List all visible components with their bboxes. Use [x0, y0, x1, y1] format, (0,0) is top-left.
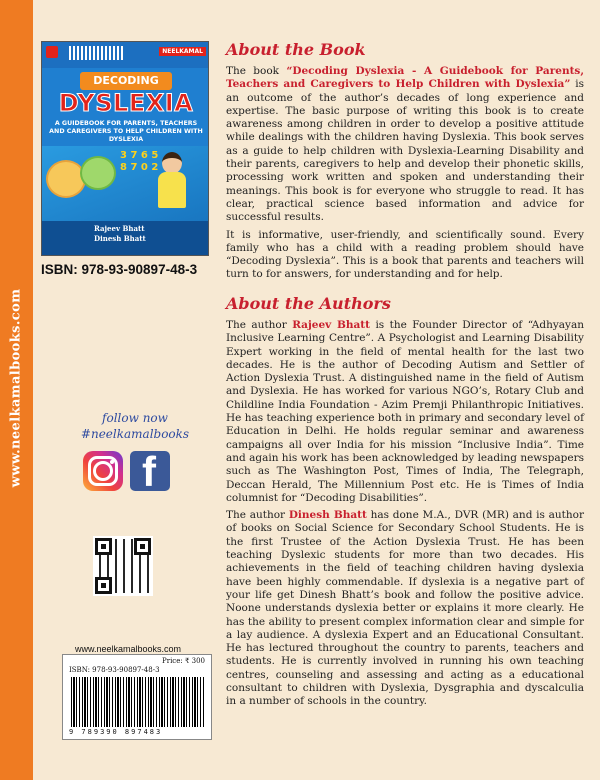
child-body [158, 172, 186, 208]
cover-author-band [42, 221, 209, 256]
follow-hashtag: #neelkamalbooks [80, 427, 190, 441]
instagram-dot [110, 460, 114, 464]
a1-intro: The author [226, 319, 293, 331]
child-head [162, 152, 182, 174]
barcode-isbn: ISBN: 978-93-90897-48-3 [69, 666, 160, 674]
facebook-f: f [142, 451, 156, 491]
qr-eye-tr [134, 538, 151, 555]
instagram-lens [93, 461, 113, 481]
cover-author-1: Rajeev Bhatt [94, 224, 145, 233]
p1-body: is an outcome of the author’s decades of long experience and expertise. The basic purpose of writing this book is to create awareness among children in order to develop a positive attitude while dealings with the children having Dyslexia. This book serves as a guide to help children with Dyslexia-Learning Disability and their parents, caregivers to help and develop their phonetic skills, processing work written and spoken and understanding their meanings. This book is for everyone who struggle to read. It has clear, practical science based information and advice for successful results. [226, 78, 584, 224]
cover-title-line2: DYSLEXIA [58, 89, 194, 117]
front-cover-thumbnail [41, 41, 209, 256]
author-dinesh-paragraph [226, 509, 584, 708]
spine-website: www.neelkamalbooks.com [8, 288, 24, 488]
about-authors-heading: About the Authors [226, 294, 391, 313]
cover-subtitle: A GUIDEBOOK FOR PARENTS, TEACHERS AND CAREGIVERS TO HELP CHILDREN WITH DYSLEXIA [49, 120, 203, 143]
spine-bar [0, 0, 33, 780]
cover-author-2: Dinesh Bhatt [94, 234, 146, 243]
book-full-title: “Decoding Dyslexia - A Guidebook for Parents, Teachers and Caregivers to Help Children with Dyslexia” [226, 65, 584, 91]
barcode-website: www.neelkamalbooks.com [75, 644, 182, 654]
social-follow [80, 410, 190, 442]
cover-barcode-icon [69, 46, 124, 60]
cover-numbers: 3 7 6 5 8 7 0 2 [120, 150, 159, 173]
barcode-block [62, 654, 212, 740]
author-name-rajeev: Rajeev Bhatt [292, 319, 371, 331]
isbn-label: ISBN: 978-93-90897-48-3 [41, 262, 198, 277]
barcode-digits: 9 789390 897483 [69, 728, 163, 736]
child-illustration-icon [152, 152, 192, 210]
cover-authors [94, 224, 146, 244]
qr-eye-tl [95, 538, 112, 555]
brain-left-icon [46, 160, 86, 198]
about-authors-section [226, 294, 584, 709]
about-book-section [226, 40, 584, 282]
cover-top-strip [42, 42, 209, 68]
barcode-icon [71, 677, 205, 727]
publisher-logo-icon [46, 46, 58, 58]
p1-intro: The book [226, 65, 287, 77]
a2-body: has done M.A., DVR (MR) and is author of books on Social Science for Secondary School Students. He is the first Trustee of the Action Dyslexia Trust. He has been teaching Dyslexic students for more than two decades. His achievements in the field of teaching children having dyslexia have been highly commendable. If dyslexia is a negative part of your life get Dinesh Bhatt’s book and follow the positive advice. Noone understands dyslexia better or explains it more clearly. He has the ability to present complex information clear and simple for a lay audience. A dyslexia Expert and an Educational Consultant. He has lectured throughout the country to parents, teachers and students. He is currently involved in running his own teaching centres, counseling and assessing and acting as a educational consultant to children with Dyslexia, Dysgraphia and dyscalculia in a number of schools in the country. [226, 509, 584, 708]
about-book-paragraph-2: It is informative, user-friendly, and scientifically sound. Every family who has a child with a reading problem should have “Decoding Dyslexia”. This is a book that parents and teachers will turn to for answers, for understanding and for help. [226, 228, 584, 281]
a2-intro: The author [226, 509, 289, 522]
cover-illustration [42, 146, 209, 256]
qr-eye-bl [95, 577, 112, 594]
cover-title-line1: DECODING [80, 72, 172, 90]
author-name-dinesh: Dinesh Bhatt [288, 509, 367, 522]
qr-code-icon[interactable] [93, 536, 153, 596]
cover-publisher: NEELKAMAL [159, 47, 206, 56]
instagram-icon[interactable] [83, 451, 123, 491]
about-book-heading: About the Book [226, 40, 366, 59]
price-label: Price: ₹ 300 [162, 657, 205, 665]
about-book-paragraph-1 [226, 65, 584, 225]
author-rajeev-paragraph [226, 319, 584, 505]
a1-body: is the Founder Director of “Adhyayan Inclusive Learning Centre”. A Psychologist and Learning Disability Expert working in the field of mental health for the last two decades. He is the author of Decoding Autism and Settler of Action Dyslexia Trust. A distinguished name in the field of Autism and Dyslexia. He has worked for various NGO’s, Rotary Club and Childline India Foundation - Azim Premji Philanthropic Initiatives. He has teaching experience both in primary and secondary level of Education in Delhi. He holds regular seminar and awareness campaigns all over India for his mission “Inclusive India”. Time and again his work has been acknowledged by leading newspapers such as The Washington Post, Times of India, The Telegraph, Deccan Herald, The Millennium Post etc. He is Times of India columnist for “Decoding Disabilities”. [226, 319, 584, 504]
follow-line1: follow now [102, 411, 168, 425]
facebook-icon[interactable] [130, 451, 170, 491]
brain-right-icon [80, 156, 116, 190]
